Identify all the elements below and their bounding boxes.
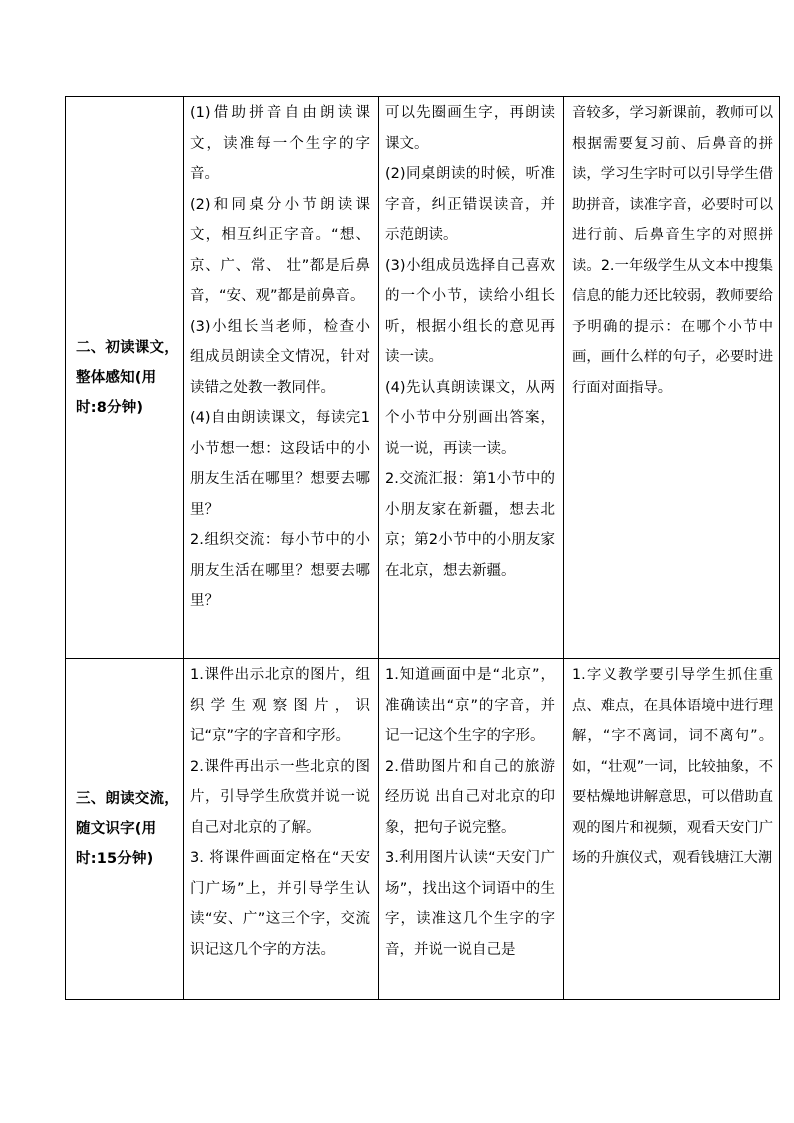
teacher-activity-item: (1)借助拼音自由朗读课文，读准每一个生字的字音。 — [190, 105, 370, 182]
design-notes-cell — [564, 659, 780, 1000]
teacher-activity-item: (3)小组长当老师，检查小组成员朗读全文情况，针对读错之处教一教同伴。 — [190, 318, 370, 396]
student-activity-item: (3)小组成员选择自己喜欢的一个小节，读给小组长听，根据小组长的意见再读一读。 — [385, 257, 555, 365]
design-note: 1.字义教学要引导学生抓住重点、难点，在具体语境中进行理解，“字不离词，词不离句”。如，“壮观”一词，比较抽象，不要枯燥地讲解意思，可以借助直观的图片和视频，观看天安门广场的升旗仪式，观看钱塘江大潮 — [572, 667, 773, 866]
teacher-activity-item: 3. 将课件画面定格在“天安门广场”上，并引导学生认读“安、广”这三个字，交流识记这几个字的方法。 — [190, 850, 370, 958]
teacher-activity-cell — [184, 97, 379, 659]
stage-title: 三、朗读交流，随文识字(用时:15分钟) — [76, 791, 179, 867]
design-note: 音较多，学习新课前，教师可以根据需要复习前、后鼻音的拼读，学习生字时可以引导学生借助拼音，读准字音，必要时可以进行前、后鼻音生字的对照拼读。2.一年级学生从文本中搜集信息的能力还比较弱，教师要给予明确的提示：在哪个小节中画，画什么样的句子，必要时进行面对面指导。 — [572, 105, 773, 396]
teacher-activity-item: 1.课件出示北京的图片，组织学生观察图片，识记“京”字的字音和字形。 — [190, 667, 370, 744]
student-activity-item: (4)先认真朗读课文，从两个小节中分别画出答案，说一说，再读一读。 — [385, 379, 555, 457]
student-activity-item: 3.利用图片认读“天安门广场”，找出这个词语中的生字，读准这几个生字的字音，并说一说自己是 — [385, 850, 555, 958]
student-activity-cell — [379, 659, 564, 1000]
teacher-activity-item: (4)自由朗读课文，每读完1小节想一想：这段话中的小朋友生活在哪里？想要去哪里？ — [190, 410, 370, 518]
teacher-activity-item: (2)和同桌分小节朗读课文，相互纠正字音。“想、京、广、常、 壮”都是后鼻音，“安、观”都是前鼻音。 — [190, 196, 370, 304]
teacher-activity-cell — [184, 659, 379, 1000]
student-activity-item: (2)同桌朗读的时候，听准字音，纠正错误读音，并示范朗读。 — [385, 166, 555, 243]
student-activity-item: 1.知道画面中是“北京”，准确读出“京”的字音，并记一记这个生字的字形。 — [385, 667, 555, 744]
stage-cell — [66, 97, 184, 659]
stage-title: 二、初读课文，整体感知(用时:8分钟) — [76, 339, 179, 416]
table-row — [66, 659, 780, 1000]
student-activity-cell — [379, 97, 564, 659]
stage-cell — [66, 659, 184, 1000]
student-activity-item: 可以先圈画生字，再朗读课文。 — [385, 105, 555, 152]
teacher-activity-item: 2.组织交流：每小节中的小朋友生活在哪里？想要去哪里？ — [190, 532, 370, 609]
lesson-plan-table — [65, 96, 780, 1000]
student-activity-item: 2.交流汇报：第1小节中的小朋友家在新疆，想去北京；第2小节中的小朋友家在北京，想去新疆。 — [385, 471, 555, 579]
student-activity-item: 2.借助图片和自己的旅游经历说 出自己对北京的印象，把句子说完整。 — [385, 758, 555, 836]
teacher-activity-item: 2.课件再出示一些北京的图片，引导学生欣赏并说一说自己对北京的了解。 — [190, 758, 370, 836]
design-notes-cell — [564, 97, 780, 659]
table-row — [66, 97, 780, 659]
